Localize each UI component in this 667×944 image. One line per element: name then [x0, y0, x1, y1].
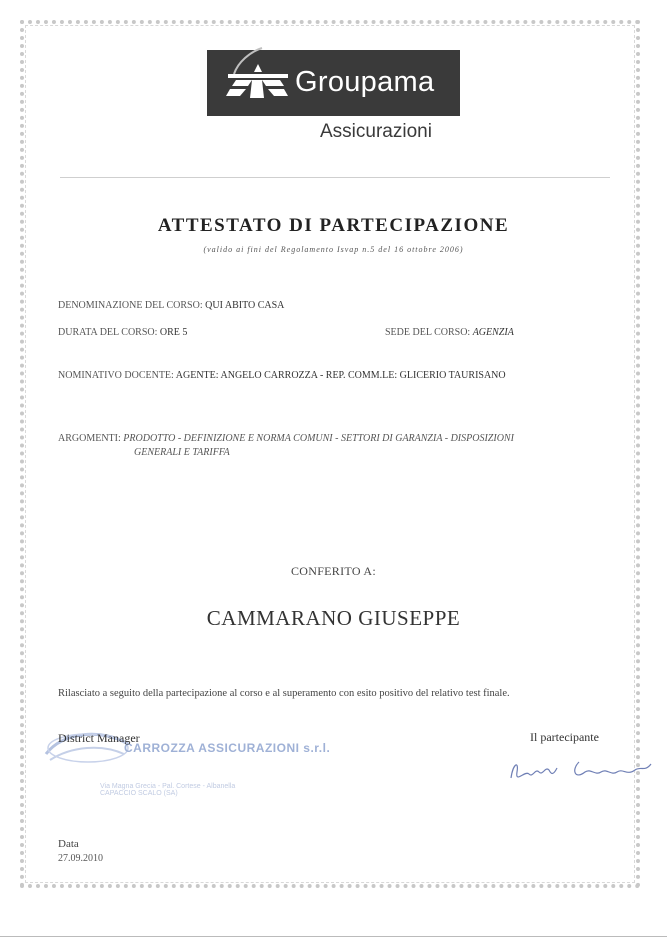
course-duration-value: ORE 5 [159, 327, 188, 338]
groupama-emblem-icon [222, 46, 292, 110]
issuance-statement: Rilasciato a seguito della partecipazione al corso e al superamento con esito positivo del relativo test finale. [58, 688, 510, 699]
course-location-label: SEDE DEL CORSO: [385, 327, 471, 338]
course-name-field [58, 300, 284, 311]
certificate-subtitle: (valido ai fini del Regolamento Isvap n.5 del 16 ottobre 2006) [203, 245, 464, 254]
header-divider [60, 177, 610, 178]
course-duration-field [58, 327, 187, 338]
awarded-to-label: CONFERITO A: [290, 564, 377, 578]
district-manager-label: District Manager [58, 731, 140, 745]
agency-stamp-address-line: CAPACCIO SCALO (SA) [100, 790, 178, 797]
recipient-name: CAMMARANO GIUSEPPE [206, 606, 461, 630]
participant-label: Il partecipante [530, 730, 599, 744]
instructor-field [58, 370, 506, 381]
instructor-value: AGENTE: ANGELO CARROZZA - REP. COMM.LE: GLICERIO TAURISANO [175, 370, 506, 381]
topics-value-line2: GENERALI E TARIFFA [134, 447, 230, 458]
brand-name: Groupama [295, 66, 435, 98]
page-edge-line [0, 936, 667, 937]
course-duration-label: DURATA DEL CORSO: [58, 327, 158, 338]
course-location-value: AGENZIA [472, 327, 514, 338]
topics-label: ARGOMENTI: [58, 433, 121, 444]
date-value: 27.09.2010 [58, 853, 103, 864]
agency-stamp-address [100, 783, 235, 797]
course-name-label: DENOMINAZIONE DEL CORSO: [58, 300, 203, 311]
topics-field [58, 433, 514, 444]
course-location-field [385, 327, 514, 338]
brand-subtitle: Assicurazioni [320, 121, 432, 142]
course-name-value: QUI ABITO CASA [205, 300, 285, 311]
instructor-label: NOMINATIVO DOCENTE: [58, 370, 174, 381]
certificate-title: ATTESTATO DI PARTECIPAZIONE [157, 215, 510, 236]
topics-value-line1: PRODOTTO - DEFINIZIONE E NORMA COMUNI - SETTORI DI GARANZIA - DISPOSIZIONI [123, 433, 514, 444]
agency-stamp-name: CARROZZA ASSICURAZIONI s.r.l. [124, 741, 331, 755]
agency-stamp-address-line: Via Magna Grecia - Pal. Cortese - Albanella [100, 783, 236, 790]
date-label: Data [58, 838, 79, 850]
participant-signature-icon [505, 750, 655, 790]
